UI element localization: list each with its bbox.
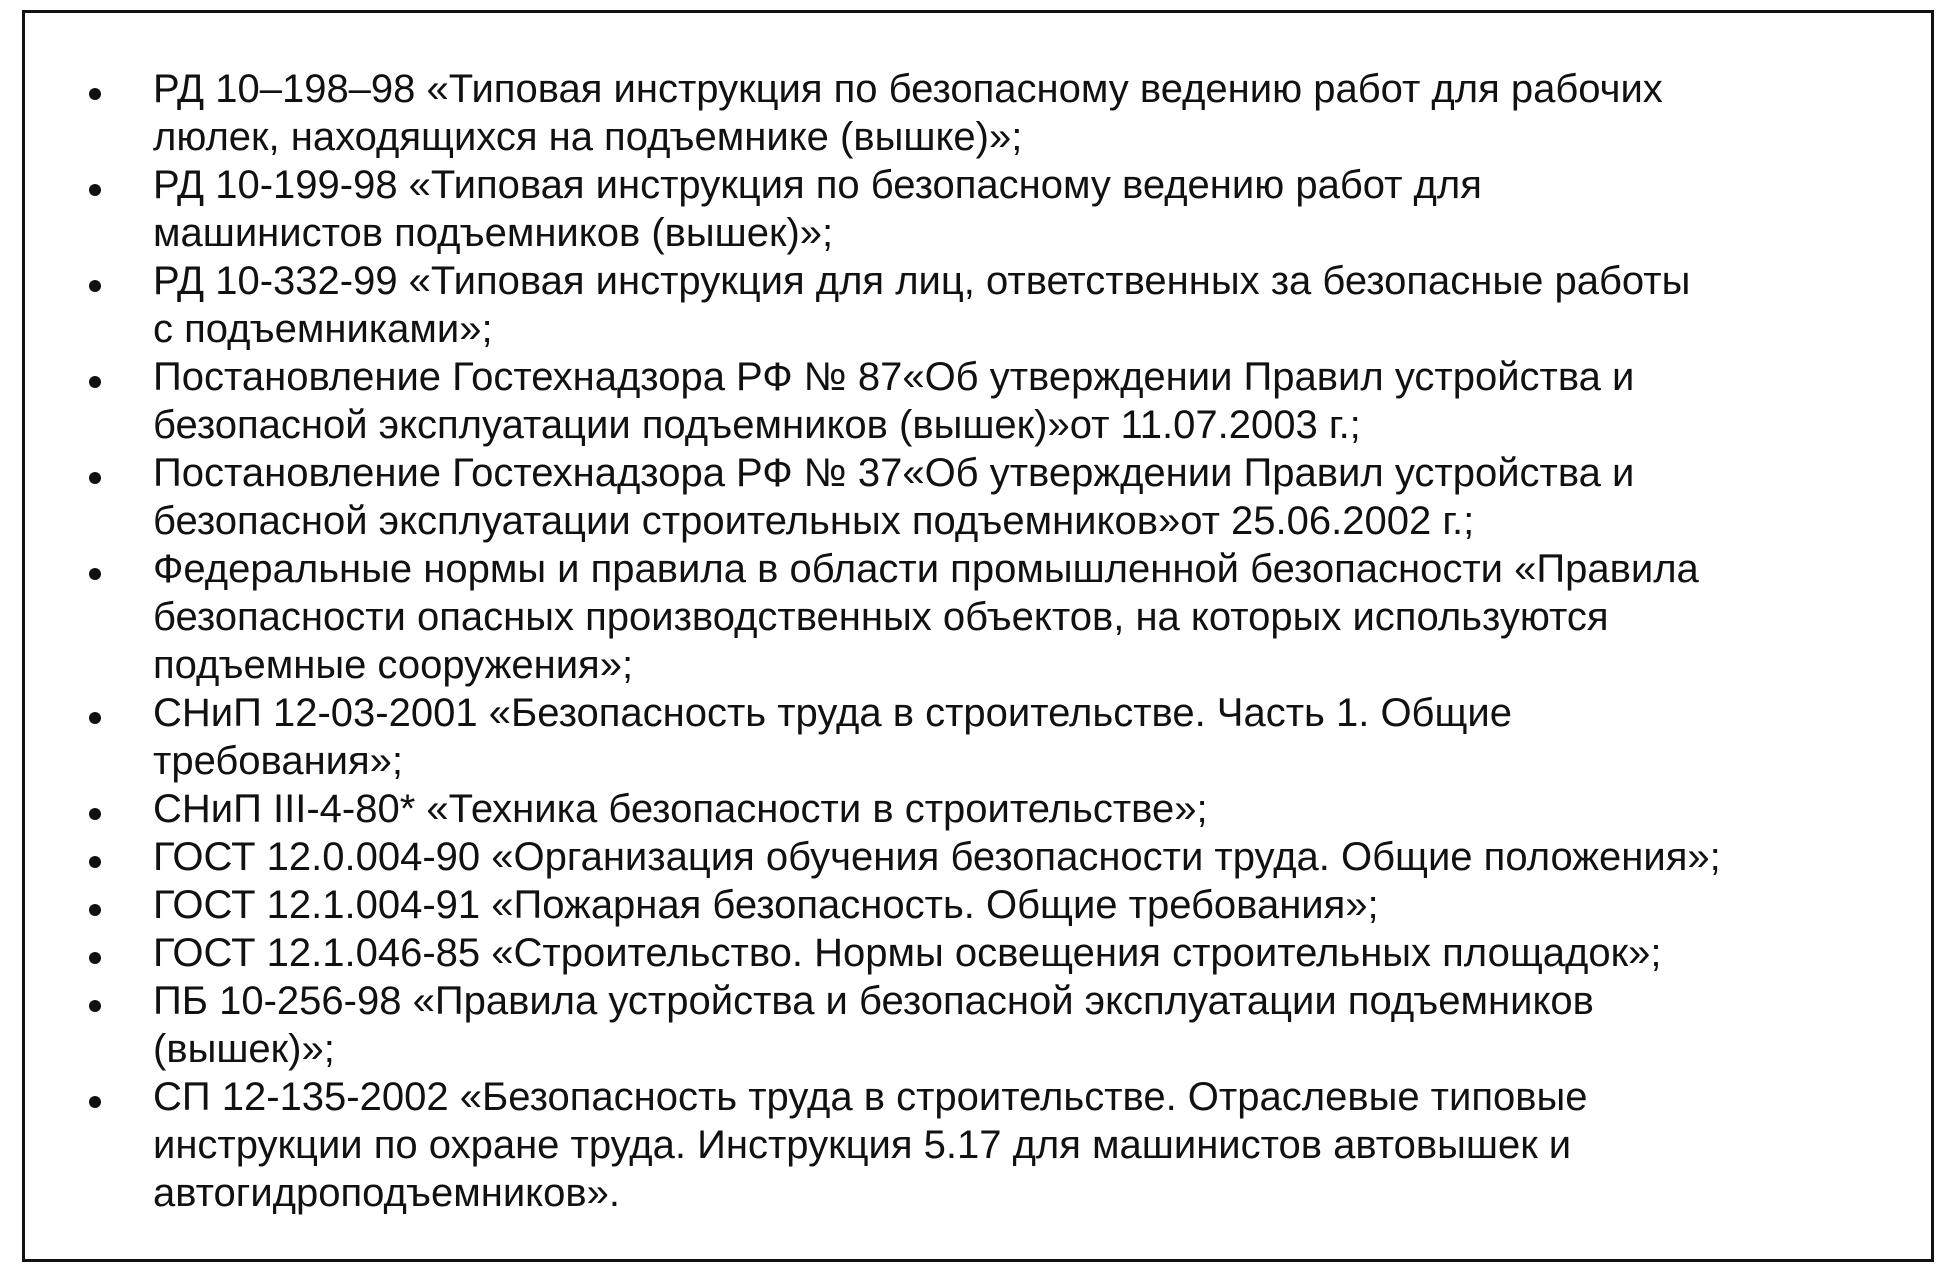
list-item-text-line: безопасности опасных производственных объектов, на которых используются (153, 595, 1609, 639)
list-item-text-line: РД 10–198–98 «Типовая инструкция по безопасному ведению работ для рабочих (153, 67, 1663, 111)
bullet-icon (89, 1073, 129, 1121)
list-item-text-line: машинистов подъемников (вышек)»; (153, 211, 834, 255)
bullet-icon (89, 353, 129, 401)
list-item-text-line: инструкции по охране труда. Инструкция 5.17 для машинистов автовышек и (153, 1123, 1572, 1167)
list-item-text-line: люлек, находящихся на подъемнике (вышке)»; (153, 115, 1023, 159)
regulations-list (25, 65, 1931, 1217)
list-item-text-line: требования»; (153, 739, 404, 783)
list-item-text-line: с подъемниками»; (153, 307, 493, 351)
list-item-text-line: СНиП 12-03-2001 «Безопасность труда в строительстве. Часть 1. Общие (153, 691, 1512, 735)
list-item (25, 353, 1931, 449)
list-item-text-line: Федеральные нормы и правила в области промышленной безопасности «Правила (153, 547, 1699, 591)
bullet-icon (89, 977, 129, 1025)
bullet-icon (89, 833, 129, 881)
list-item-text-line: (вышек)»; (153, 1027, 335, 1071)
bullet-icon (89, 161, 129, 209)
list-item-text-line: СП 12-135-2002 «Безопасность труда в строительстве. Отраслевые типовые (153, 1075, 1588, 1119)
list-item (25, 1073, 1931, 1217)
list-item-text-line: ПБ 10-256-98 «Правила устройства и безопасной эксплуатации подъемников (153, 979, 1594, 1023)
bullet-icon (89, 545, 129, 593)
list-item (25, 881, 1931, 929)
list-item-text-line: подъемные сооружения»; (153, 643, 634, 687)
list-item-text-line: безопасной эксплуатации строительных подъемников»от 25.06.2002 г.; (153, 499, 1475, 543)
list-item-text-line: Постановление Гостехнадзора РФ № 87«Об утверждении Правил устройства и (153, 355, 1635, 399)
list-item (25, 977, 1931, 1073)
list-item (25, 929, 1931, 977)
list-item-text-line: РД 10-199-98 «Типовая инструкция по безопасному ведению работ для (153, 163, 1482, 207)
list-item-text-line: ГОСТ 12.0.004-90 «Организация обучения безопасности труда. Общие положения»; (153, 835, 1721, 879)
list-item (25, 161, 1931, 257)
list-item (25, 65, 1931, 161)
bullet-icon (89, 257, 129, 305)
bullet-icon (89, 881, 129, 929)
list-item-text-line: ГОСТ 12.1.004-91 «Пожарная безопасность. Общие требования»; (153, 883, 1379, 927)
list-item (25, 545, 1931, 689)
list-item-text-line: СНиП III-4-80* «Техника безопасности в строительстве»; (153, 787, 1208, 831)
list-item (25, 449, 1931, 545)
list-item-text-line: Постановление Гостехнадзора РФ № 37«Об утверждении Правил устройства и (153, 451, 1635, 495)
bullet-icon (89, 449, 129, 497)
list-item-text-line: РД 10-332-99 «Типовая инструкция для лиц, ответственных за безопасные работы (153, 259, 1691, 303)
list-item (25, 833, 1931, 881)
list-item (25, 689, 1931, 785)
bullet-icon (89, 785, 129, 833)
bullet-icon (89, 689, 129, 737)
list-item-text-line: безопасной эксплуатации подъемников (вышек)»от 11.07.2003 г.; (153, 403, 1361, 447)
list-item-text-line: ГОСТ 12.1.046-85 «Строительство. Нормы освещения строительных площадок»; (153, 931, 1662, 975)
list-item (25, 785, 1931, 833)
list-item-text-line: автогидроподъемников». (153, 1171, 620, 1215)
document-frame (22, 10, 1934, 1262)
bullet-icon (89, 65, 129, 113)
bullet-icon (89, 929, 129, 977)
list-item (25, 257, 1931, 353)
